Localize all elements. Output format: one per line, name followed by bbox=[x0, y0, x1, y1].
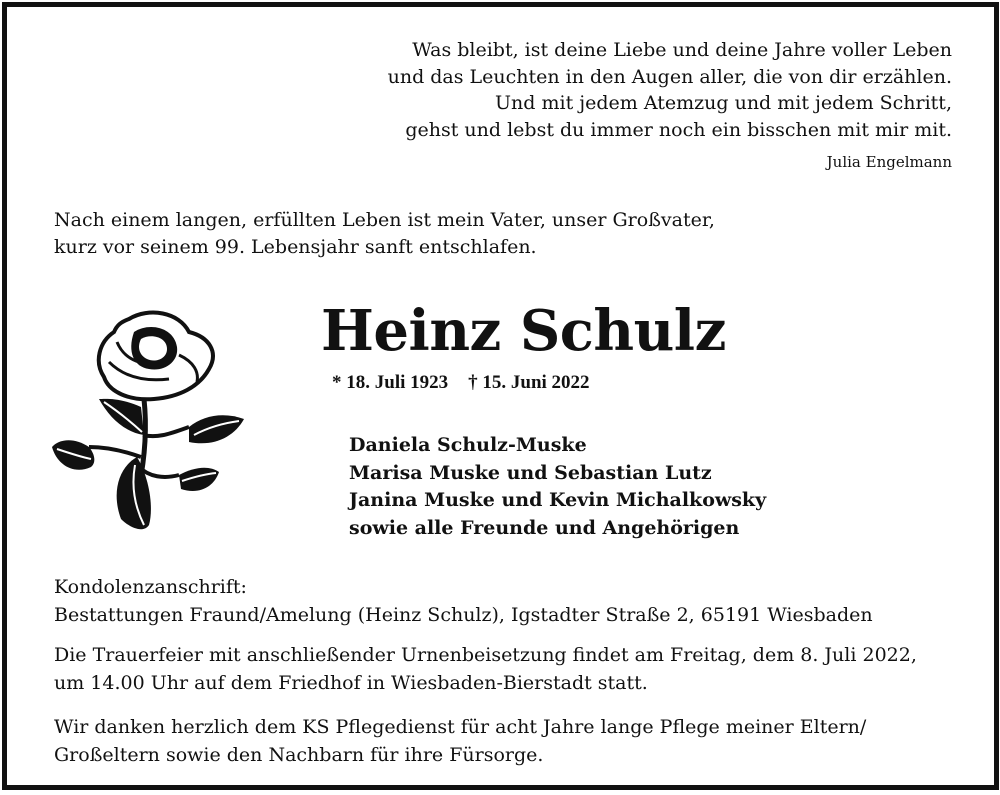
ceremony-info bbox=[54, 641, 917, 697]
poem-line: Und mit jedem Atemzug und mit jedem Schritt, bbox=[495, 92, 952, 114]
life-dates bbox=[332, 372, 590, 394]
thanks-line: Großeltern sowie den Nachbarn für ihre Fürsorge. bbox=[54, 744, 544, 766]
mourner: sowie alle Freunde und Angehörigen bbox=[349, 516, 740, 539]
rose-icon bbox=[49, 307, 254, 542]
death-date: † 15. Juni 2022 bbox=[468, 372, 590, 393]
mourners-list bbox=[349, 432, 766, 542]
mourner: Marisa Muske und Sebastian Lutz bbox=[349, 461, 712, 484]
ceremony-line: Die Trauerfeier mit anschließender Urnenbeisetzung findet am Freitag, dem 8. Juli 2022, bbox=[54, 644, 917, 666]
condolence-label: Kondolenzanschrift: bbox=[54, 576, 247, 598]
mourner: Daniela Schulz-Muske bbox=[349, 434, 587, 456]
intro-text bbox=[54, 207, 715, 261]
thanks-text bbox=[54, 713, 866, 769]
poem-author: Julia Engelmann bbox=[826, 153, 952, 171]
intro-line: Nach einem langen, erfüllten Leben ist mein Vater, unser Großvater, bbox=[54, 209, 715, 231]
poem-line: gehst und lebst du immer noch ein bisschen mit mir mit. bbox=[405, 118, 952, 141]
condolence-text: Bestattungen Fraund/Amelung (Heinz Schulz), Igstadter Straße 2, 65191 Wiesbaden bbox=[54, 604, 873, 626]
birth-date: * 18. Juli 1923 bbox=[332, 372, 449, 393]
thanks-line: Wir danken herzlich dem KS Pflegedienst für acht Jahre lange Pflege meiner Eltern/ bbox=[54, 716, 867, 738]
ceremony-line: um 14.00 Uhr auf dem Friedhof in Wiesbaden-Bierstadt statt. bbox=[54, 672, 648, 694]
obituary-frame bbox=[2, 2, 999, 790]
poem bbox=[388, 37, 952, 143]
poem-line: und das Leuchten in den Augen aller, die von dir erzählen. bbox=[387, 65, 952, 88]
condolence-address bbox=[54, 573, 873, 629]
mourner: Janina Muske und Kevin Michalkowsky bbox=[349, 489, 767, 511]
deceased-name: Heinz Schulz bbox=[321, 298, 726, 364]
poem-line: Was bleibt, ist deine Liebe und deine Jahre voller Leben bbox=[412, 39, 952, 61]
intro-line: kurz vor seinem 99. Lebensjahr sanft entschlafen. bbox=[54, 236, 537, 258]
